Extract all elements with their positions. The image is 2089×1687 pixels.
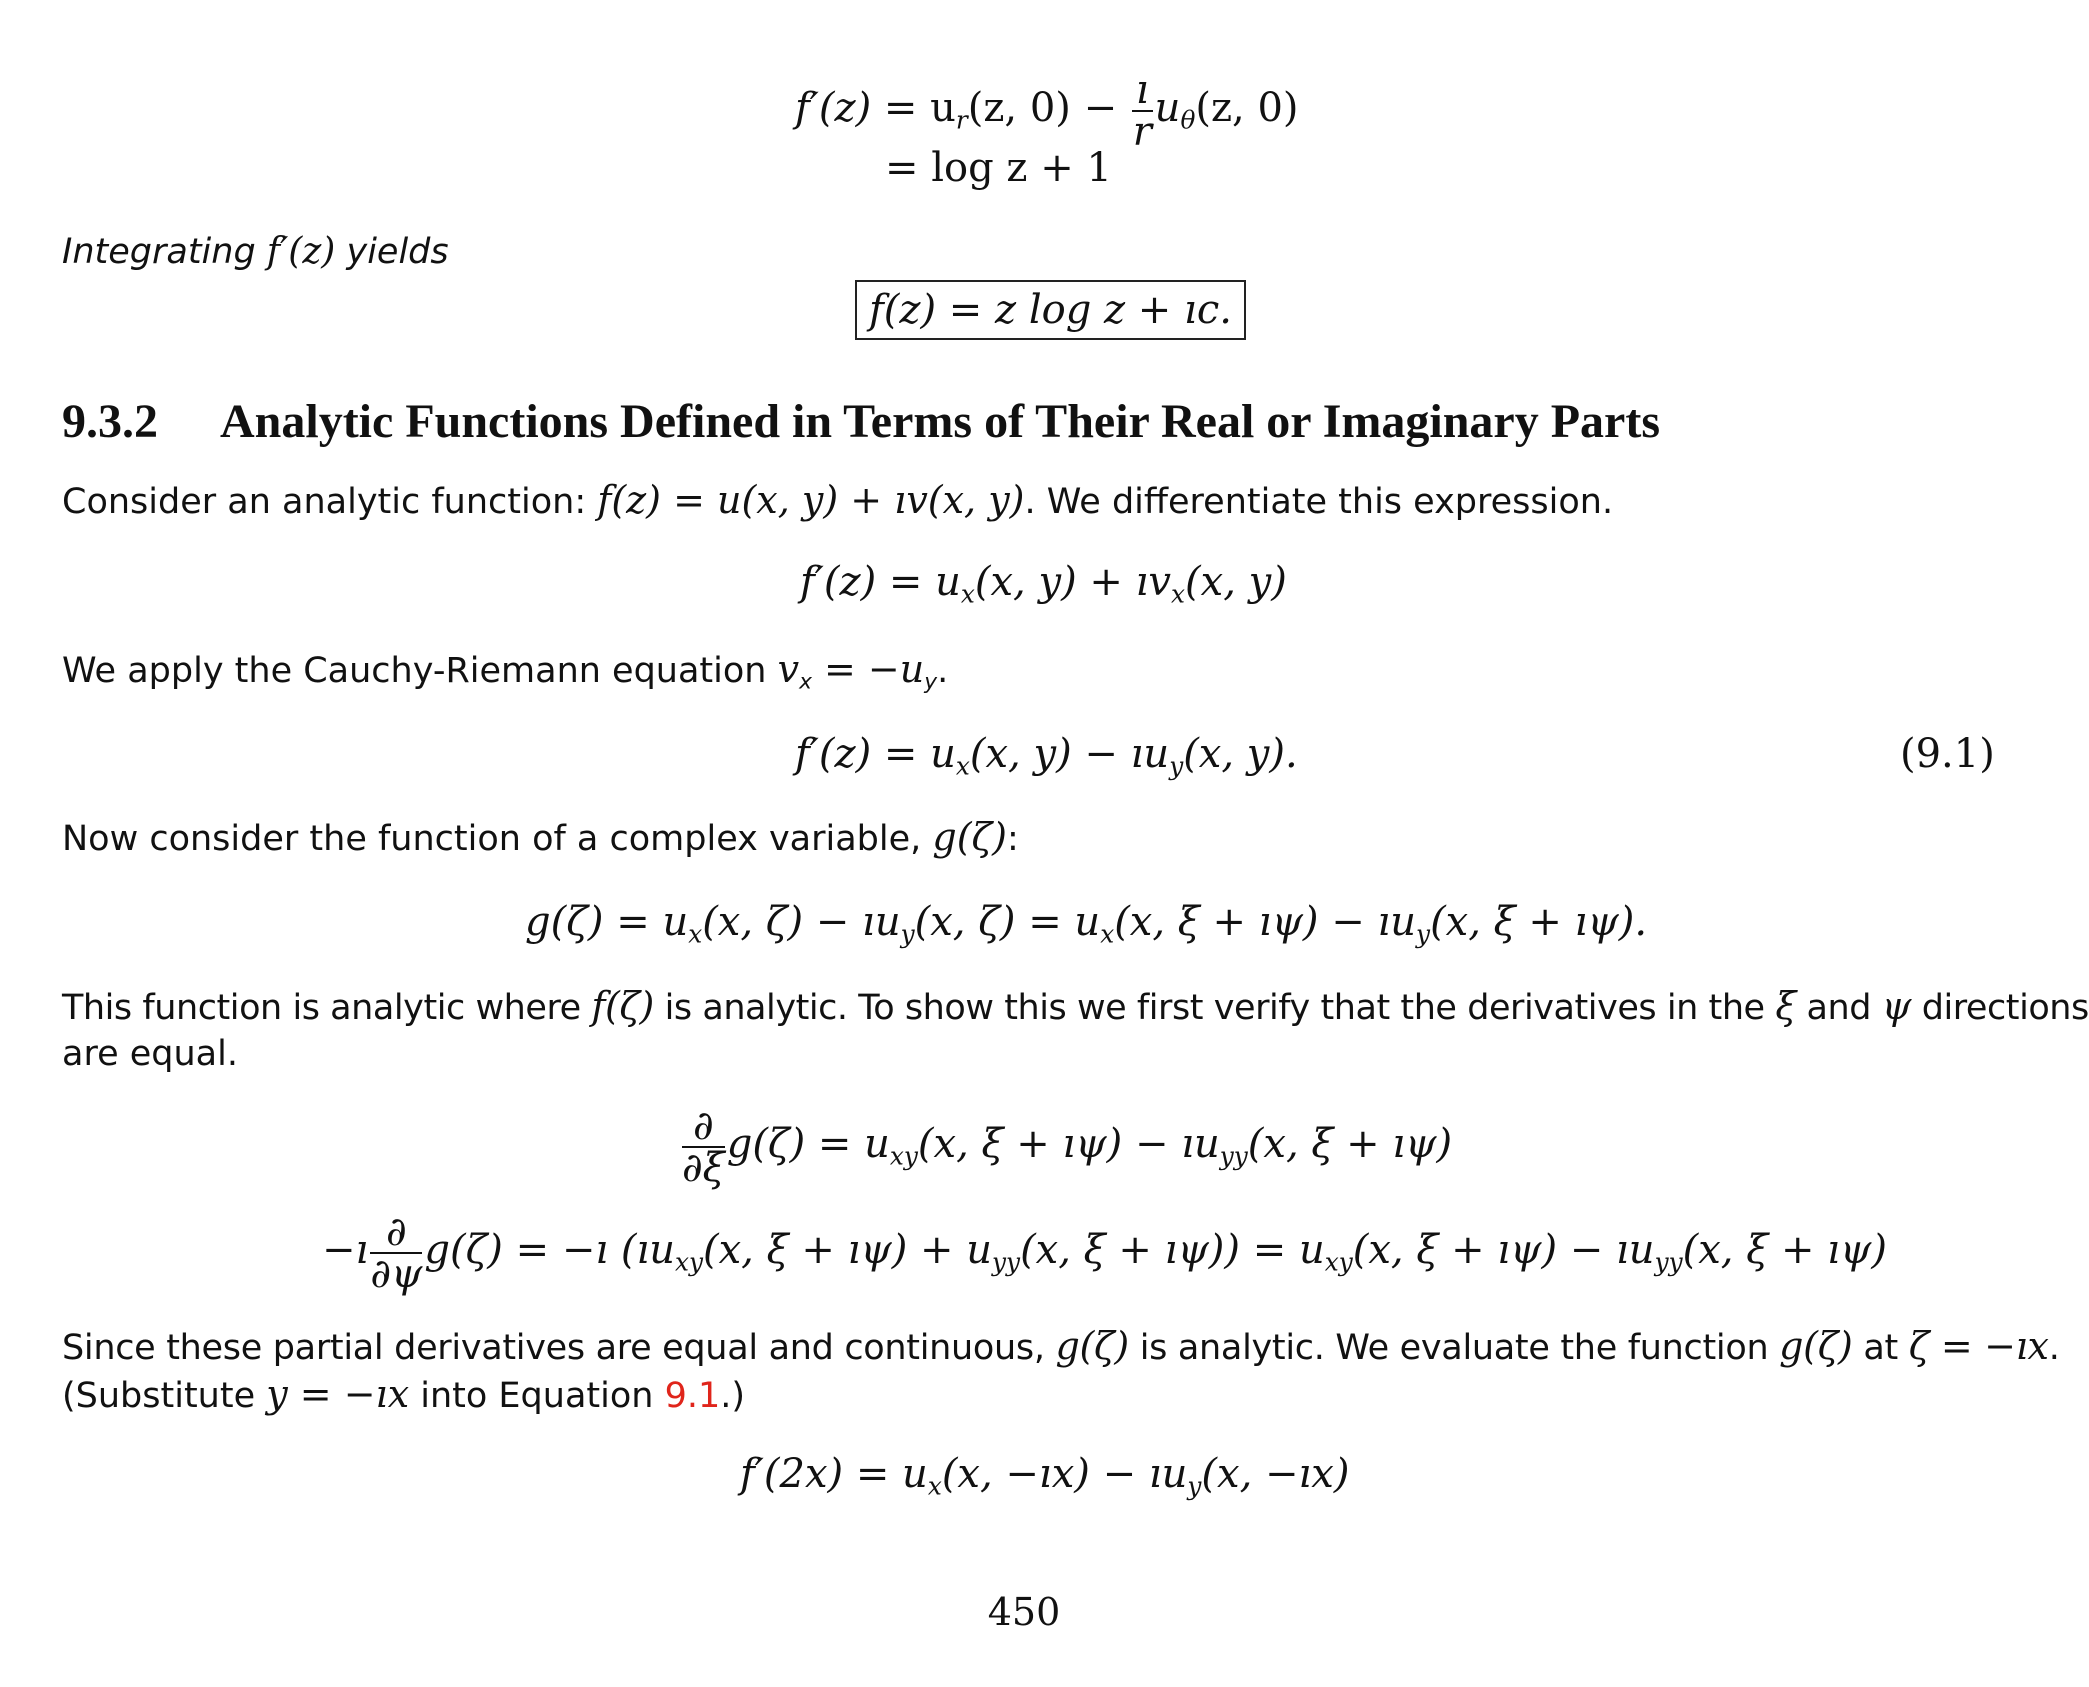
fraction-numerator: ı [1132,70,1153,112]
equation-reference-link[interactable]: 9.1 [664,1376,721,1416]
math-term: (x, ζ) − ıu [702,899,901,945]
text-run: directions [1911,988,2089,1028]
partial-fraction [370,1209,423,1297]
math-subscript: y [1187,1471,1202,1501]
paragraph-1 [62,476,1613,526]
text-run: and [1795,988,1882,1028]
text-run: We apply the Cauchy-Riemann equation [62,651,778,691]
paragraph-4-line2: are equal. [62,1034,238,1074]
math-inline: ζ = −ıx [1908,1324,2049,1368]
math-inline: = −u [811,647,925,691]
text-run: .) [720,1376,746,1416]
math-term: (x, ξ + ıψ) − ıu [917,1121,1220,1167]
equation-partial-xi [680,1103,1453,1191]
math-term: −ı [322,1227,369,1273]
math-term: g(ζ) = u [525,899,689,945]
math-inline: v [777,647,800,691]
math-subscript: x [927,1471,942,1501]
math-term: (x, ξ + ıψ) − ıu [1352,1227,1655,1273]
math-subscript: xy [1324,1247,1353,1277]
math-subscript: x [955,751,970,781]
math-subscript: r [955,105,968,135]
math-subscript: y [1416,919,1431,949]
text-run: Now consider the function of a complex variable, [62,819,933,859]
math-subscript: xy [675,1247,703,1277]
math-term: f′(z) = u [795,731,956,777]
math-subscript: yy [992,1247,1021,1277]
math-inline: f(ζ) [591,984,654,1028]
math-subscript: yy [1654,1247,1683,1277]
text-run: into Equation [409,1376,665,1416]
math-subscript: yy [1219,1141,1248,1171]
math-term: (x, y) + ıv [974,559,1172,605]
text-run: is analytic. To show this we first verify that the derivatives in the [653,988,1776,1028]
math-subscript: y [1169,751,1184,781]
fraction-denominator: ∂ψ [370,1251,423,1297]
math-inline: g(ζ) [932,815,1007,859]
equation-g-zeta [525,898,1647,958]
math-term: f′(z) = u [800,559,961,605]
equation-derivative-line2: = log z + 1 [885,145,1112,191]
equation-partial-psi [322,1209,1887,1297]
math-term: (x, ξ + ıψ) − ıu [1114,899,1417,945]
text-run: is analytic. We evaluate the function [1128,1328,1780,1368]
paragraph-3 [62,813,1019,863]
math-subscript: θ [1180,105,1196,135]
math-inline: ψ [1881,984,1912,1028]
equation-label: (9.1) [1900,731,1995,777]
math-term: (x, ξ + ıψ) [1682,1227,1887,1273]
math-term: = u [883,85,956,131]
math-subscript: xy [889,1141,918,1171]
math-term: u [1154,85,1181,131]
text-run: . [2048,1328,2060,1368]
math-subscript: y [924,669,938,695]
section-number: 9.3.2 [62,395,158,448]
partial-fraction [682,1103,725,1191]
fraction-denominator: r [1132,109,1152,155]
paragraph-5 [62,1322,2060,1372]
math-term: (x, y). [1183,731,1298,777]
math-inline: f(z) = u(x, y) + ıv(x, y) [597,478,1025,522]
integrating-text [62,228,449,276]
text-run: (Substitute [62,1376,267,1416]
text-run: . We differentiate this expression. [1024,482,1614,522]
fraction-denominator: ∂ξ [682,1145,725,1191]
equation-derivative-line1 [795,67,1299,155]
paragraph-5-line2 [62,1370,745,1420]
math-term: g(ζ) = −ı (ıu [424,1227,675,1273]
math-subscript: x [1171,579,1186,609]
text-run: This function is analytic where [62,988,592,1028]
equation-fprime-uv [800,558,1287,618]
text-run: at [1852,1328,1909,1368]
text-run: Integrating [62,232,267,272]
fraction-numerator: ∂ [370,1212,422,1254]
paragraph-4 [62,982,2089,1032]
math-term: g(ζ) = u [726,1121,890,1167]
boxed-result [855,280,1246,340]
fraction [1132,67,1153,155]
math-inline: y = −ıx [266,1372,410,1416]
math-subscript: x [688,919,703,949]
boxed-equation: f(z) = z log z + ıc. [855,280,1246,340]
math-subscript: x [1100,919,1115,949]
math-term: (z, 0) − [967,85,1118,131]
math-term: (x, ξ + ıψ)) = u [1020,1227,1325,1273]
math-subscript: y [900,919,915,949]
text-run: Consider an analytic function: [62,482,598,522]
equation-9-1 [795,730,1298,790]
section-heading [62,392,1660,452]
text-run: . [937,651,949,691]
math-term: (x, y) − ıu [969,731,1170,777]
math-subscript: x [799,669,812,695]
fraction-numerator: ∂ [682,1106,725,1148]
math-lhs: f′(z) [795,85,872,131]
text-run: : [1006,819,1019,859]
math-inline: g(ζ) [1055,1324,1129,1368]
text-run: Since these partial derivatives are equal and continuous, [62,1328,1056,1368]
math-inline: f′(z) [266,231,336,272]
math-subscript: x [960,579,975,609]
math-term: (z, 0) [1195,85,1299,131]
math-term: f′(2x) = u [740,1451,928,1497]
paragraph-2 [62,645,948,707]
math-term: (x, ξ + ıψ) [1247,1121,1453,1167]
math-term: (x, −ıx) [1201,1451,1350,1497]
text-run: yields [335,232,449,272]
math-term: (x, ξ + ıψ). [1430,899,1648,945]
section-title: Analytic Functions Defined in Terms of Their Real or Imaginary Parts [220,395,1660,448]
math-term: (x, y) [1185,559,1287,605]
math-term: (x, −ıx) − ıu [941,1451,1188,1497]
math-inline: g(ζ) [1779,1324,1853,1368]
math-term: (x, ζ) = u [914,899,1101,945]
math-inline: ξ [1775,984,1796,1028]
page-number: 450 [987,1590,1061,1634]
math-term: (x, ξ + ıψ) + u [703,1227,993,1273]
equation-fprime-2x [740,1450,1349,1510]
